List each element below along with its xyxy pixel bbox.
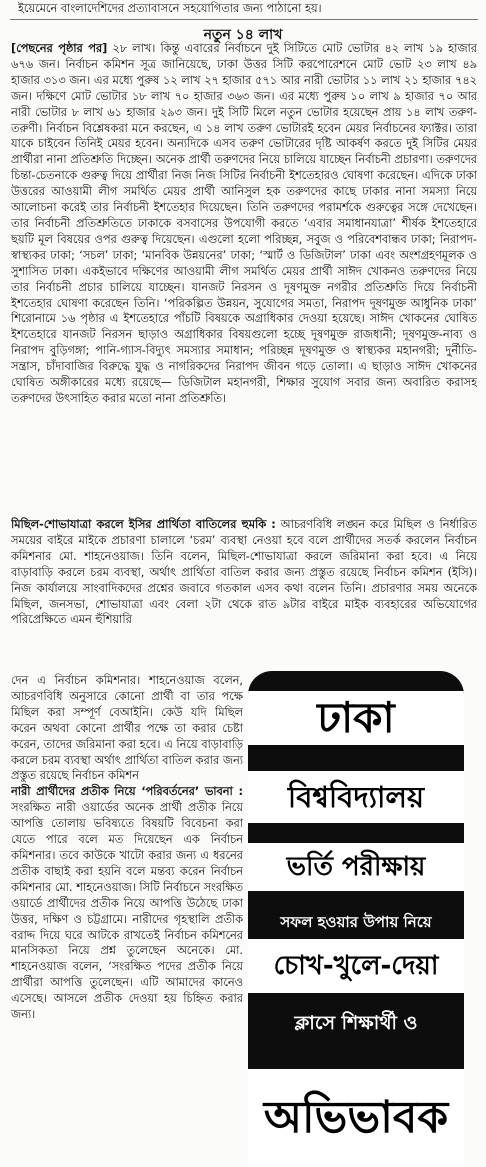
paragraph-text: দেন এ নির্বাচন কমিশনার। শাহনেওয়াজ বলেন, আচরণবিধি অনুসারে কোনো প্রার্থী বা তার পক্ষে মিছিল করা সম্পূর্ণ বেআইনি। কেউ যদি মিছিল করেন অথবা কোনো প্রার্থীর পক্ষে তা করার চেষ্টা করেন, তাদের জরিমানা করা হবে। এ নিয়ে বাড়াবাড়ি করলে চরম ব্যবস্থা অর্থাৎ প্রার্থিতা বাতিল করার জন্য প্রস্তুত রয়েছে নির্বাচন কমিশন bbox=[11, 674, 243, 783]
paragraph-text: ২৮ লাখ। কিন্তু এবারের নির্বাচনে দুই সিটিতে মোট ভোটার ৪২ লাখ ১৯ হাজার ৬৭৬ জন। নির্বাচন কমিশন সূত্র জানিয়েছে, ঢাকা উত্তর সিটি করপোরেশনে মোট ভোট ২৩ লাখ ৪৯ হাজার ৩১৩ জন। এর মধ্যে পুরুষ ১২ লাখ ২৭ হাজার ৫৭১ আর নারী ভোটার ১১ লাখ ২১ হাজার ৭৪২ জন। দক্ষিণে মোট ভোটার ১৮ লাখ ৭০ হাজার ৩৬৩ জন। এর মধ্যে পুরুষ ১০ লাখ ৯ হাজার ৭০ আর নারী ভোটার ৮ লাখ ৬১ হাজার ২৯৩ জন। দুই সিটি মিলে নতুন ভোটার হয়েছেন প্রায় ১৪ লাখ তরুণ-তরুণী। নির্বাচন বিশ্লেষকরা মনে করছেন, এ ১৪ লাখ তরুণ ভোটারই হবেন মেয়র নির্বাচনের ফ্যাক্টর। তারা যাকে চাইবেন তিনিই মেয়র হবেন। অন্যদিকে এসব তরুণ ভোটারের দৃষ্টি আকর্ষণ করতে দুই সিটির মেয়র প্রার্থীরা নানা প্রতিশ্রুতি দিচ্ছেন। অনেক প্রার্থী তরুণদের নিয়ে চালিয়ে যাচ্ছেন নির্বাচনী প্রচারণা। তরুণদের চিন্তা-চেতনাকে গুরুত্ব দিয়ে প্রার্থীরা নিজ নিজ সিটির নির্বাচনী ইশতেহারও ঘোষণা করেছেন। এদিকে ঢাকা উত্তরের আওয়ামী লীগ সমর্থিত মেয়র প্রার্থী আনিসুল হক তরুণদের কাছে ঢাকার নানা সমস্যা নিয়ে আলোচনা করেই তার নির্বাচনী ইশতেহার দিয়েছেন। তিনি তরুণদের পরামর্শকে গুরুত্বের সঙ্গে দেখেছেন। তার নির্বাচনী প্রতিশ্রুতিতে ঢাকাকে বসবাসের উপযোগী করতে ‘এবার সমাধানযাত্রা’ শীর্ষক ইশতেহারে ছয়টি মূল বিষয়ের ওপর গুরুত্ব দিয়েছেন। এগুলো হলো পরিচ্ছন্ন, সবুজ ও পরিবেশবান্ধব ঢাকা; নিরাপদ-স্বাস্থ্যকর ঢাকা; ‘সচল’ ঢাকা; ‘মানবিক উন্নয়নের’ ঢাকা; ‘স্মার্ট ও ডিজিটাল’ ঢাকা এবং অংশগ্রহণমূলক ও সুশাসিত ঢাকা। একইভাবে দক্ষিণের আওয়ামী লীগ সমর্থিত মেয়র প্রার্থী সাঈদ খোকনও তরুণদের নিয়ে তার নির্বাচনী প্রচার চালিয়ে যাচ্ছেন। যানজট নিরসন ও দূষণমুক্ত নগরীর প্রতিশ্রুতি দিয়ে নির্বাচনী ইশতেহার ঘোষণা করেছেন তিনি। ‘পরিকল্পিত উন্নয়ন, সুযোগের সমতা, নিরাপদ দূষণমুক্ত আধুনিক ঢাকা’ শিরোনামে ১৬ পৃষ্ঠার এ ইশতেহারে পাঁচটি বিষয়কে অগ্রাধিকার দেওয়া হয়েছে। সাঈদ খোকনের ঘোষিত ইশতেহারে যানজট নিরসন ছাড়াও অগ্রাধিকার বিষয়গুলো হচ্ছে দূষণমুক্ত রাজধানী; দূষণমুক্ত-নাব্য ও নিরাপদ বুড়িগঙ্গা; পানি-গ্যাস-বিদ্যুৎ সমস্যার সমাধান; পরিচ্ছন্ন দূষণমুক্ত ও স্বাস্থ্যকর মহানগরী; দুর্নীতি-সন্ত্রাস, চাঁদাবাজির বিরুদ্ধে যুদ্ধ ও নাগরিকদের নিরাপদ জীবন গড়ে তোলা। এ ছাড়াও সাঈদ খোকনের ঘোষিত অঙ্গীকারের মধ্যে রয়েছে— ডিজিটাল মহানগরী, শিক্ষার সুযোগ সবার জন্য অবারিত করাসহ তরুণদের উৎসাহিত করার মতো নানা প্রতিশ্রুতি। bbox=[11, 42, 477, 405]
subheading-rally-warning: মিছিল-শোভাযাত্রা করলে ইসির প্রার্থিতা বাতিলের হুমকি : bbox=[11, 518, 276, 531]
left-column-text bbox=[11, 673, 243, 1167]
ad-eye-opening: চোখ-খুলে-দেয়া bbox=[248, 939, 464, 993]
divider-line bbox=[10, 19, 478, 20]
ad-headline-admission: ভর্তি পরীক্ষায় bbox=[248, 843, 464, 891]
ad-headline-dhaka: ঢাকা bbox=[248, 691, 464, 745]
paragraph-text: সংরক্ষিত নারী ওয়ার্ডের অনেক প্রার্থী প্রতীক নিয়ে আপত্তি তোলায় ভবিষ্যতে বিষয়টি বিবেচনা করা যেতে পারে বলে মত দিয়েছেন এক নির্বাচন কমিশনার। তবে কাউকে খাটো করার জন্য এ ধরনের প্রতীক বাছাই করা হয়নি বলে মন্তব্য করেন নির্বাচন কমিশনার মো. শাহনেওয়াজ। সিটি নির্বাচনে সংরক্ষিত ওয়ার্ডে প্রার্থীদের প্রতীক নিয়ে আপত্তি উঠেছে ঢাকা উত্তর, দক্ষিণ ও চট্টগ্রামে। নারীদের গৃহস্থালি প্রতীক বরাদ্দ দিয়ে ঘরে আটকে রাখতেই নির্বাচন কমিশনের মানসিকতা নিয়ে প্রশ্ন তুলেছেন অনেকে। মো. শাহনেওয়াজ বলেন, ‘সংরক্ষিত পদের প্রতীক নিয়ে প্রার্থীরা আপত্তি তুলেছেন। এটি আমাদের কানেও এসেছে। আসলে প্রতীক দেওয়া হয় চিহ্নিত করার জন্য। bbox=[11, 801, 243, 1022]
subheading-women-symbols: নারী প্রার্থীদের প্রতীক নিয়ে ‘পরিবর্তনের’ ভাবনা : bbox=[11, 785, 243, 799]
continuation-marker: [পেছনের পৃষ্ঠার পর] bbox=[11, 42, 108, 55]
ad-tagline: সফল হওয়ার উপায় নিয়ে bbox=[280, 913, 432, 931]
article-paragraph-1 bbox=[11, 41, 477, 446]
ad-parents: অভিভাবক bbox=[248, 1069, 464, 1167]
advertisement-box bbox=[248, 671, 464, 1167]
paragraph-text: আচরণবিধি লঙ্ঘন করে মিছিল ও নির্ধারিত সময়ের বাইরে মাইকে প্রচারণা চালালে ‘চরম’ ব্যবস্থা নেওয়া হবে বলে প্রার্থীদের সতর্ক করলেন নির্বাচন কমিশনার মো. শাহনেওয়াজ। তিনি বলেন, মিছিল-শোভাযাত্রা করলে জরিমানা করা হবে। এ নিয়ে বাড়াবাড়ি করলে চরম ব্যবস্থা, অর্থাৎ প্রার্থিতা বাতিল করার জন্য প্রস্তুত রয়েছে নির্বাচন কমিশন (ইসি)। নিজ কার্যালয়ে সাংবাদিকদের প্রশ্নের জবাবে গতকাল এসব কথা বলেন তিনি। প্রচারণার সময় অনেকে মিছিল, জনসভা, শোভাযাত্রা এবং বেলা ২টা থেকে রাত ৯টার বাইরে মাইক ব্যবহারের অভিযোগের পরিপ্রেক্ষিতে এমন হুঁশিয়ারি bbox=[11, 518, 477, 627]
previous-article-tail: ইয়েমেনে বাংলাদেশিদের প্রত্যাবাসনে সহযোগিতার জন্য পাঠানো হয়। bbox=[18, 2, 322, 15]
ad-headline-university: বিশ্ববিদ্যালয় bbox=[248, 771, 464, 823]
article-paragraph-2 bbox=[11, 517, 477, 671]
ad-students-line: ক্লাসে শিক্ষার্থী ও bbox=[294, 1012, 418, 1034]
article-headline: নতুন ১৪ লাখ bbox=[203, 27, 283, 43]
